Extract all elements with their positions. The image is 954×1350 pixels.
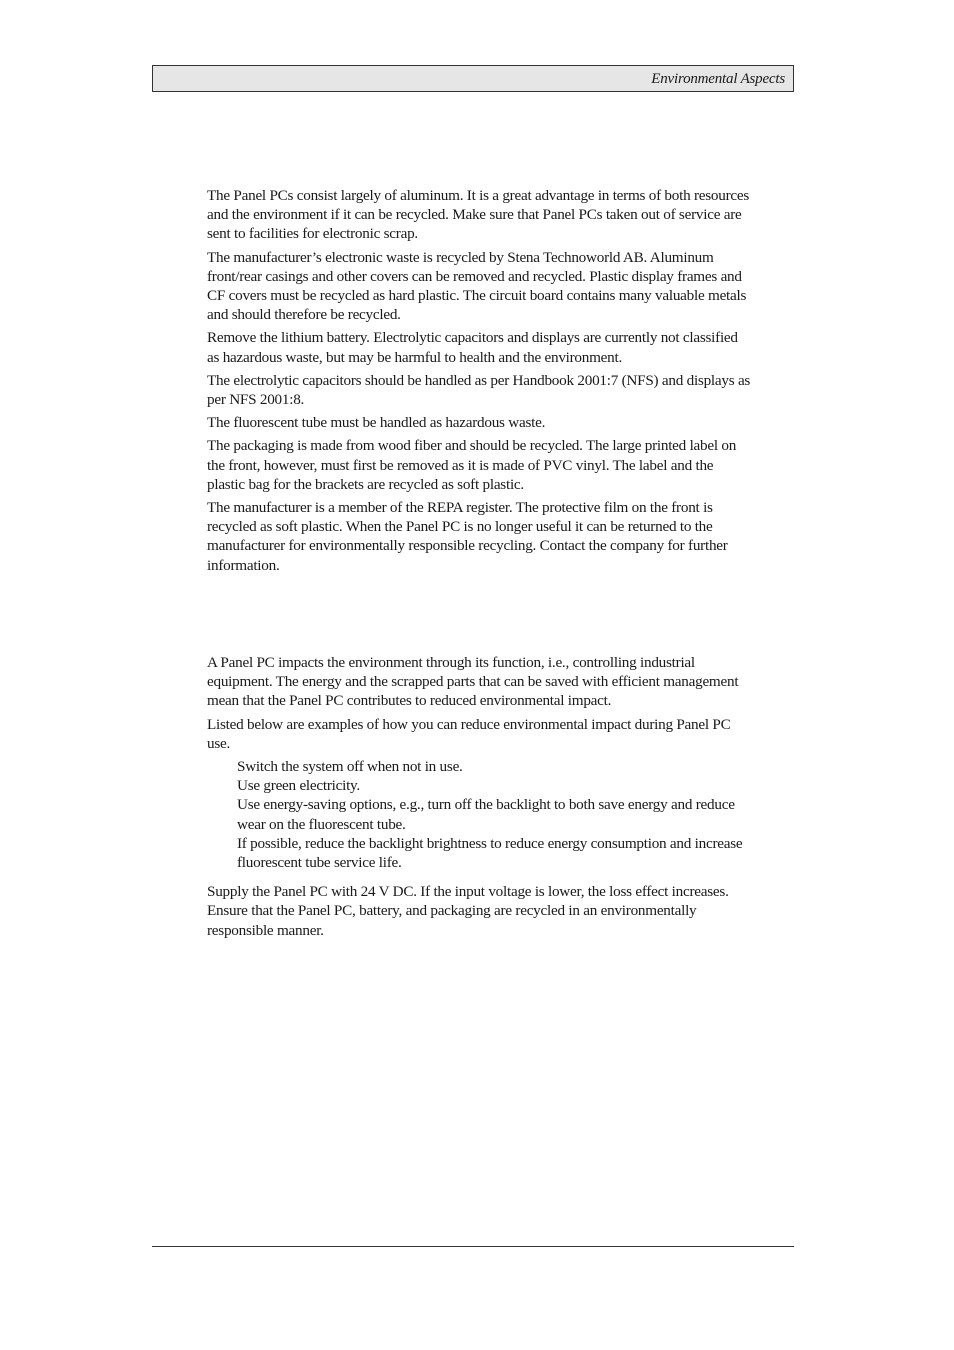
list-item: Switch the system off when not in use.: [237, 758, 463, 776]
paragraph: The packaging is made from wood fiber and should be recycled. The large printed label on the front, however, must first be removed as it is made of PVC vinyl. The label and the plastic bag for the brackets are recycled as soft plastic.: [207, 437, 737, 493]
list-item: If possible, reduce the backlight brightness to reduce energy consumption and increase fluorescent tube service life.: [237, 834, 743, 872]
list-item: Use green electricity.: [237, 777, 360, 795]
list-item: Use energy-saving options, e.g., turn off the backlight to both save energy and reduce wear on the fluorescent tube.: [237, 796, 735, 833]
environmental-impact-section: [207, 653, 752, 944]
closing-paragraph: Supply the Panel PC with 24 V DC. If the input voltage is lower, the loss effect increases. Ensure that the Panel PC, battery, and packaging are recycled in an environmentally responsible manner.: [207, 883, 729, 939]
tips-list: [207, 757, 752, 872]
header-title: Environmental Aspects: [651, 71, 785, 87]
footer-divider: [152, 1246, 794, 1247]
paragraph: The manufacturer is a member of the REPA register. The protective film on the front is recycled as soft plastic. When the Panel PC is no longer useful it can be returned to the manufacturer for environmentally responsible recycling. Contact the company for further information.: [207, 499, 728, 574]
recycling-section: [207, 186, 752, 579]
paragraph: The fluorescent tube must be handled as hazardous waste.: [207, 414, 546, 432]
page-header: [152, 65, 794, 92]
paragraph: A Panel PC impacts the environment through its function, i.e., controlling industrial equipment. The energy and the scrapped parts that can be saved with efficient management mean that the Panel PC contributes to reduced environmental impact.: [207, 654, 739, 710]
paragraph: The manufacturer’s electronic waste is recycled by Stena Technoworld AB. Aluminum front/rear casings and other covers can be removed and recycled. Plastic display frames and CF covers must be recycled as hard plastic. The circuit board contains many valuable metals and should therefore be recycled.: [207, 248, 747, 324]
paragraph: Remove the lithium battery. Electrolytic capacitors and displays are currently not classified as hazardous waste, but may be harmful to health and the environment.: [207, 329, 738, 366]
paragraph: Listed below are examples of how you can reduce environmental impact during Panel PC use.: [207, 715, 731, 752]
paragraph: The electrolytic capacitors should be handled as per Handbook 2001:7 (NFS) and displays as per NFS 2001:8.: [207, 371, 751, 409]
paragraph: The Panel PCs consist largely of aluminum. It is a great advantage in terms of both resources and the environment if it can be recycled. Make sure that Panel PCs taken out of service are sent to facilities for electronic scrap.: [207, 187, 750, 243]
